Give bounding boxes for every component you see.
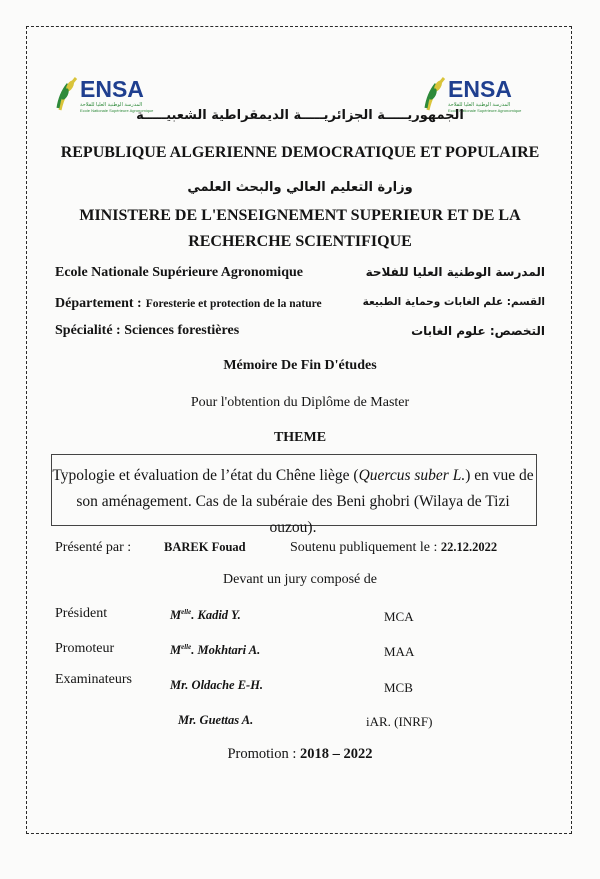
department-french [55, 294, 322, 312]
jury-role-examinateurs: Examinateurs [55, 672, 132, 687]
promotion-label: Promotion : [227, 746, 297, 762]
jury-role-president: Président [55, 606, 108, 621]
jury-grade-promoteur: MAA [384, 644, 415, 659]
species-name: Quercus suber L. [358, 467, 466, 484]
student-name: BAREK Fouad [164, 540, 246, 554]
republic-french: REPUBLIQUE ALGERIENNE DEMOCRATIQUE ET POPULAIRE [60, 144, 540, 161]
defended-label: Soutenu publiquement le : [290, 540, 438, 555]
jury-grade-examinateur-1: MCB [384, 680, 413, 695]
svg-text:المدرسة الوطنية العليا للفلاحة: المدرسة الوطنية العليا للفلاحة [448, 102, 511, 108]
jury-intro: Devant un jury composé de [223, 572, 377, 587]
defense-date: 22.12.2022 [440, 540, 498, 554]
speciality-arabic: التخصص: علوم الغابات [411, 324, 545, 338]
svg-text:Ecole Nationale Supérieure Agr: Ecole Nationale Supérieure Agronomique [448, 108, 522, 113]
ministry-french-line2: RECHERCHE SCIENTIFIQUE [188, 233, 412, 250]
jury-grade-president: MCA [384, 609, 414, 624]
republic-arabic: الجمهوريـــــة الجزائريـــــة الديمقراطية الشعبيـــــة [136, 108, 464, 123]
speciality-french: Spécialité : Sciences forestières [55, 323, 240, 338]
presented-label: Présenté par : [55, 540, 132, 555]
promotion [0, 746, 600, 763]
jury-name-promoteur: $M^{elle}$. Mokhtari A. [170, 643, 261, 658]
jury-grade-examinateur-2: iAR. (INRF) [366, 714, 433, 729]
theme-label: THEME [273, 430, 327, 445]
jury-role-promoteur: Promoteur [55, 641, 115, 656]
school-name-french: Ecole Nationale Supérieure Agronomique [55, 265, 303, 280]
theme-text: Typologie et évaluation de l’état du Chêne liège (Quercus suber L.) en vue de son aménagement. Cas de la subéraie des Beni ghobri (Wilaya de Tizi ouzou). [52, 467, 534, 536]
svg-text:Ecole Nationale Supérieure Agr: Ecole Nationale Supérieure Agronomique [80, 108, 154, 113]
svg-text:ENSA: ENSA [448, 76, 512, 102]
jury-name-president: $M^{elle}$. Kadid Y. [170, 608, 241, 623]
jury-name-examinateur-2: Mr. Guettas A. [178, 713, 254, 727]
department-label: Département : [55, 296, 142, 311]
memoire-subtitle: Pour l'obtention du Diplôme de Master [190, 395, 410, 410]
memoire-title: Mémoire De Fin D'études [223, 358, 377, 373]
svg-text:المدرسة الوطنية العليا للفلاحة: المدرسة الوطنية العليا للفلاحة [80, 102, 143, 108]
department-value: Foresterie et protection de la nature [145, 298, 322, 310]
ministry-french-line1: MINISTERE DE L'ENSEIGNEMENT SUPERIEUR ET DE LA [79, 207, 521, 224]
jury-name-examinateur-1: Mr. Oldache E-H. [170, 678, 264, 692]
defense-info [290, 540, 497, 556]
school-name-arabic: المدرسة الوطنية العليا للفلاحة [365, 265, 545, 279]
promotion-years: 2018 – 2022 [300, 746, 373, 762]
department-arabic: القسم: علم الغابات وحماية الطبيعة [362, 296, 545, 308]
svg-text:ENSA: ENSA [80, 76, 144, 102]
ministry-arabic: وزارة التعليم العالي والبحث العلمي [187, 180, 413, 195]
